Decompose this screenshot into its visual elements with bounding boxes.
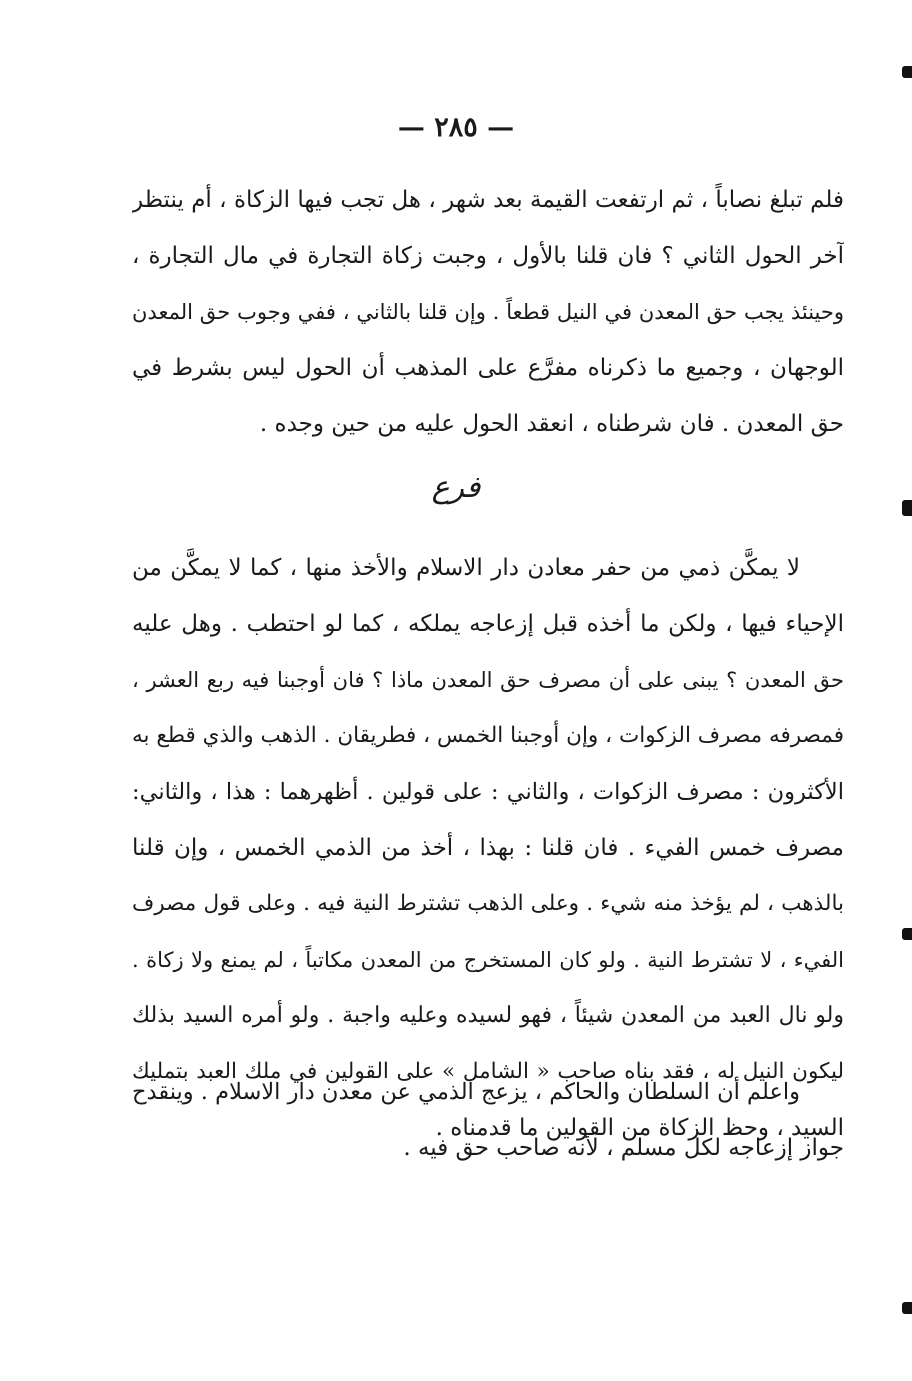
scan-edge-mark bbox=[902, 500, 912, 516]
text-line: ولو نال العبد من المعدن شيئاً ، فهو لسيده وعليه واجبة . ولو أمره السيد بذلك bbox=[132, 1003, 844, 1028]
text-line: وحينئذ يجب حق المعدن في النيل قطعاً . وإن قلنا بالثاني ، ففي وجوب حق المعدن bbox=[132, 300, 844, 324]
scan-edge-mark bbox=[902, 1302, 912, 1314]
text-line: آخر الحول الثاني ؟ فان قلنا بالأول ، وجبت زكاة التجارة في مال التجارة ، bbox=[132, 243, 844, 269]
text-line: واعلم أن السلطان والحاكم ، يزعج الذمي عن معدن دار الاسلام . وينقدح bbox=[132, 1079, 800, 1105]
paragraph-3 bbox=[132, 1064, 844, 1176]
text-line: الأكثرون : مصرف الزكوات ، والثاني : على قولين . أظهرهما : هذا ، والثاني: bbox=[132, 779, 844, 805]
section-heading: فرع bbox=[431, 470, 481, 505]
text-line: ليكون النيل له ، فقد بناه صاحب « الشامل » على القولين في ملك العبد بتمليك bbox=[132, 1059, 844, 1084]
scan-edge-mark bbox=[902, 928, 912, 940]
text-line: السيد ، وحظ الزكاة من القولين ما قدمناه . bbox=[435, 1115, 844, 1141]
text-line: لا يمكَّن ذمي من حفر معادن دار الاسلام والأخذ منها ، كما لا يمكَّن من bbox=[132, 555, 800, 581]
text-line: جواز إزعاجه لكل مسلم ، لأنه صاحب حق فيه . bbox=[403, 1135, 844, 1161]
page-number: — ٢٨٥ — bbox=[397, 112, 515, 143]
text-line: مصرف خمس الفيء . فان قلنا : بهذا ، أخذ من الذمي الخمس ، وإن قلنا bbox=[132, 835, 844, 861]
text-line: الإحياء فيها ، ولكن ما أخذه قبل إزعاجه يملكه ، كما لو احتطب . وهل عليه bbox=[132, 611, 844, 637]
text-line: الوجهان ، وجميع ما ذكرناه مفرَّع على المذهب أن الحول ليس بشرط في bbox=[132, 355, 844, 381]
text-line: فمصرفه مصرف الزكوات ، وإن أوجبنا الخمس ، فطريقان . الذهب والذي قطع به bbox=[132, 723, 844, 748]
text-line: حق المعدن ؟ يبنى على أن مصرف حق المعدن ماذا ؟ فان أوجبنا فيه ربع العشر ، bbox=[132, 668, 844, 692]
text-line: الفيء ، لا تشترط النية . ولو كان المستخرج من المعدن مكاتباً ، لم يمنع ولا زكاة . bbox=[132, 948, 844, 972]
text-line: حق المعدن . فان شرطناه ، انعقد الحول عليه من حين وجده . bbox=[259, 411, 844, 437]
scan-edge-mark bbox=[902, 66, 912, 78]
paragraph-1 bbox=[132, 172, 844, 452]
text-line: فلم تبلغ نصاباً ، ثم ارتفعت القيمة بعد شهر ، هل تجب فيها الزكاة ، أم ينتظر bbox=[132, 187, 844, 213]
text-line: بالذهب ، لم يؤخذ منه شيء . وعلى الذهب تشترط النية فيه . وعلى قول مصرف bbox=[132, 891, 844, 916]
